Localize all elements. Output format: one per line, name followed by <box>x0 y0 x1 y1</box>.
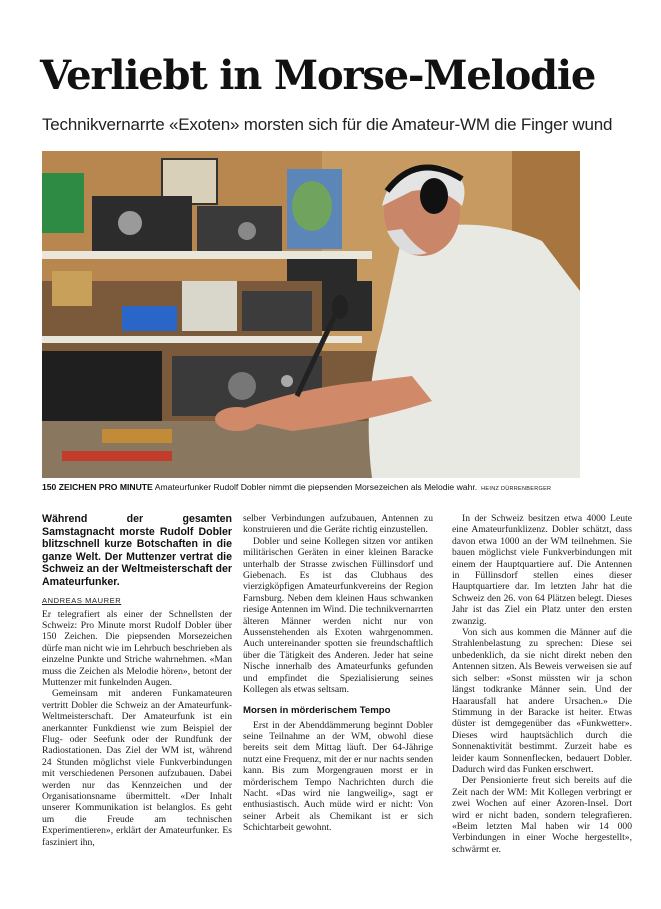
headline: Verliebt in Morse-Melodie <box>40 52 596 99</box>
article-column-1 <box>42 513 232 848</box>
article-lede: Während der gesamten Samstagnacht morste Rudolf Dobler blitzschnell kurze Botschaften in die ganze Welt. Der Muttenzer vertrat die Schweiz an der Weltmeisterschaft der Amateurfunker. <box>42 513 232 588</box>
paragraph: selber Verbindungen aufzubauen, Antennen zu konstruieren und die Geräte richtig einzustellen. <box>243 513 433 536</box>
paragraph: Von sich aus kommen die Männer auf die Strahlenbelastung zu sprechen: Diese sei unbedenklich, da sie nicht direkt neben den Antennen sitzen. Als Beweis verweisen sie auf sich selber: «Sonst müssten wir ja schon längst todkranke Männer sein. Und der Haarausfall hat andere Ursachen.» Die Stimmung in der Baracke ist heiter. Etwas düster ist demgegenüber das «Funkwetter». Dieses wird hauptsächlich durch die Sonnenaktivität bestimmt. Zurzeit habe es leider kaum Sonnenflecken, bedauert Dobler. Dadurch wird das Funken erschwert. <box>452 627 632 775</box>
article-column-2 <box>243 513 433 834</box>
section-subtitle: Morsen in mörderischem Tempo <box>243 704 391 716</box>
paragraph: In der Schweiz besitzen etwa 4000 Leute eine Amateurfunklizenz. Dobler schätzt, dass davon etwa 1000 an der WM teilnehmen. Sie bauen möglichst viele Funkverbindungen mit einem der Hauptquartiere auf. Die Antennen in Füllinsdorf stellen eines dieser Hauptquartiere dar. Im letzten Jahr hat die Schweiz den 26. von 64 Plätzen belegt. Dieses Jahr ist das Ziel ein Platz unter den ersten zwanzig. <box>452 513 632 627</box>
paragraph: Er telegrafiert als einer der Schnellsten der Schweiz: Pro Minute morst Rudolf Dobler über 150 Zeichen. Die piepsenden Morsezeichen dürfe man nicht wie im Lehrbuch beschrieben als einzelne Punkte und Striche wahrnehmen. «Man muss die Zeichen als Melodie hören», betont der Muttenzer mit funkelnden Augen. <box>42 608 232 688</box>
man-shirt <box>369 225 580 478</box>
radio-transceiver-top <box>92 196 192 251</box>
subheadline: Technikvernarrte «Exoten» morsten sich für die Amateur-WM die Finger wund <box>42 115 613 134</box>
caption-lead: 150 ZEICHEN PRO MINUTE <box>42 482 153 492</box>
blue-box <box>122 306 177 331</box>
article-column-3 <box>452 513 632 855</box>
green-radio <box>42 173 84 233</box>
paragraph: Dobler und seine Kollegen sitzen vor antiken militärischen Geräten in einer kleinen Baracke unterhalb der Strasse zwischen Füllinsdorf und Giebenach. Es ist das Clubhaus des vierzigköpfigen Amateurfunkvereins der Region Farnsburg. Neben dem kleinen Haus schwanken riesige Antennen im Wind. Die technikvernarrten älteren Männer werden nicht nur von Aussenstehenden als Exoten wahrgenommen. Auch untereinander spotten sie freundschaftlich über die Tätigkeit des Anderen. Jeder hat seine Nische innerhalb des Amateurfunks gefunden und empfindet die Spezialisierung seines Kollegen als etwas seltsam. <box>243 535 433 696</box>
photo-caption <box>42 481 582 495</box>
paragraph: Erst in der Abenddämmerung beginnt Dobler seine Teilnahme an der WM, obwohl diese bereits seit dem Mittag läuft. Der 64-Jährige nutzt eine Frequenz, mit der er nur nachts senden kann. Bis zum Morgengrauen morst er in mörderischem Tempo Nachrichten durch die Nacht. «Das wird nie langweilig», sagt er enthusiastisch. Auch müde wird er nicht: Von seiner Arbeit als Chemikant ist er sich Schichtarbeit gewohnt. <box>243 719 433 834</box>
article-photo <box>42 151 580 478</box>
photo-credit: HEINZ DÜRRENBERGER <box>481 486 552 492</box>
paragraph: Gemeinsam mit anderen Funkamateuren vertritt Dobler die Schweiz an der Amateurfunk-Weltmeisterschaft. Der Amateurfunk ist ein anerkannter Funkdienst wie zum Beispiel der Flug- oder Seefunk oder der Rundfunk der Radiostationen. Das Ziel der WM ist, während 24 Stunden möglichst viele Funkverbindungen mit verschiedenen Personen aufzubauen. Dabei werden nur das Kennzeichen und der Organisationsname übermittelt. «Der Inhalt unserer Kommunikation ist belanglos. Es geht um die Freude am technischen Experimentieren», erklärt der Amateurfunker. Es fasziniert ihn, <box>42 688 232 848</box>
caption-text: Amateurfunker Rudolf Dobler nimmt die piepsenden Morsezeichen als Melodie wahr. <box>152 482 478 492</box>
photo-illustration <box>42 151 580 478</box>
morse-key <box>102 429 172 443</box>
paragraph: Der Pensionierte freut sich bereits auf die Zeit nach der WM: Mit Kollegen verbringt er zwei Wochen auf einer Azoren-Insel. Dort wird er nicht baden, sondern telegrafieren. «Beim letzten Mal haben wir 14 000 Verbindungen in einer Woche hergestellt», schwärmt er. <box>452 775 632 855</box>
author-byline: ANDREAS MAURER <box>42 595 122 605</box>
